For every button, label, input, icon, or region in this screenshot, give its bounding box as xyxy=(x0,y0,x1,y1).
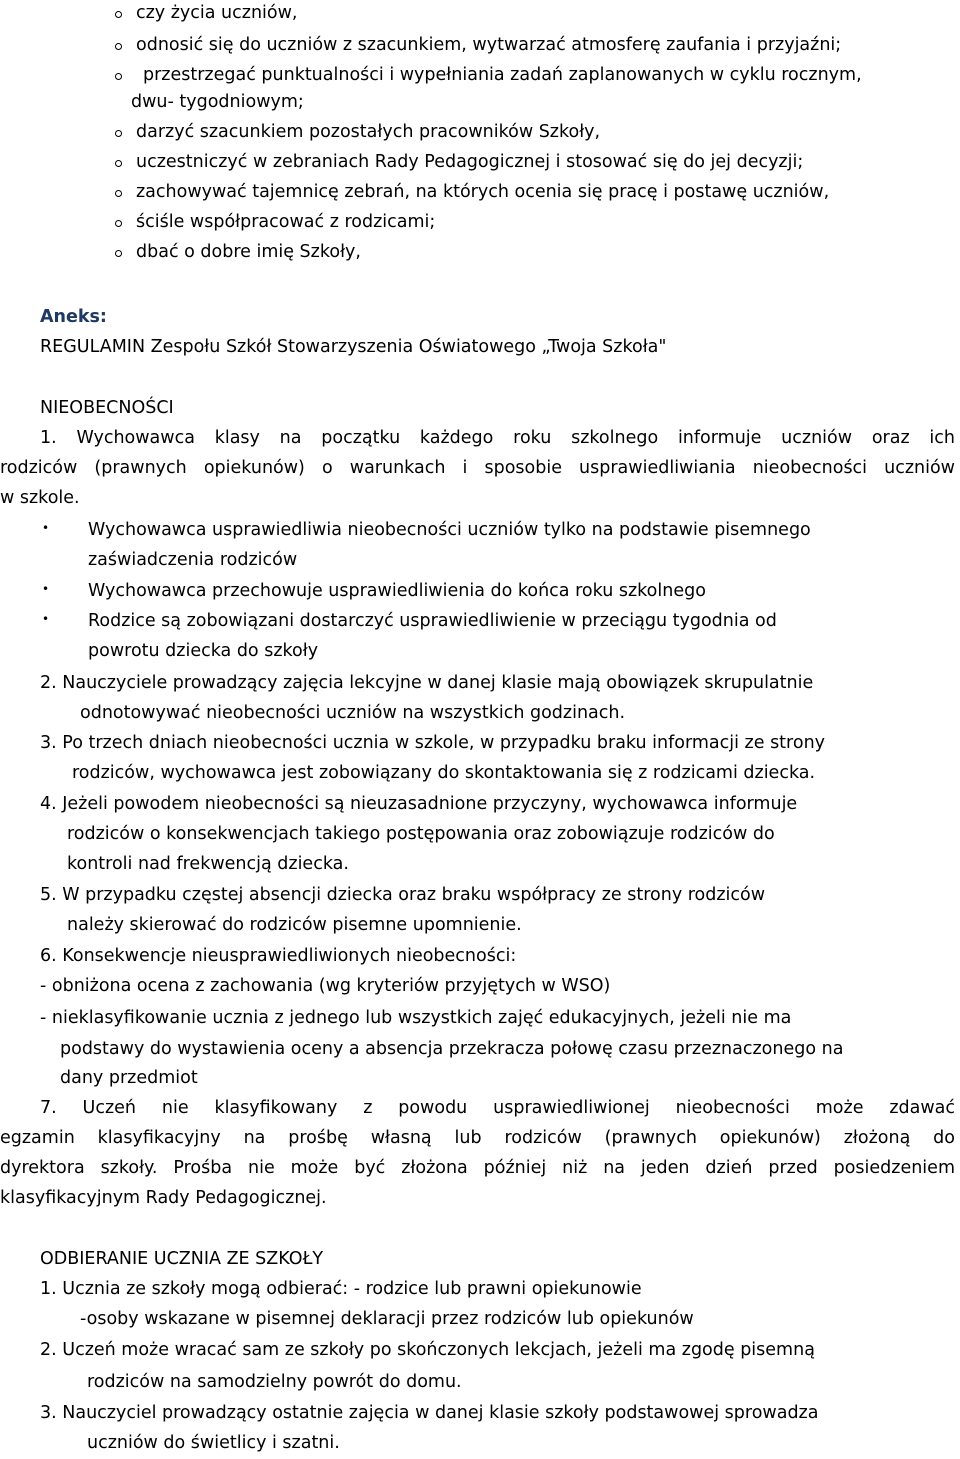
list-item: ściśle współpracować z rodzicami; xyxy=(136,212,436,232)
numbered-item-continuation: uczniów do świetlicy i szatni. xyxy=(87,1433,340,1453)
list-item: Wychowawca usprawiedliwia nieobecności uczniów tylko na podstawie pisemnego xyxy=(88,520,811,540)
numbered-item-continuation: rodziców o konsekwencjach takiego postępowania oraz zobowiązuje rodziców do xyxy=(67,824,775,844)
numbered-item-continuation: -osoby wskazane w pisemnej deklaracji przez rodziców lub opiekunów xyxy=(80,1309,694,1329)
list-item: uczestniczyć w zebraniach Rady Pedagogicznej i stosować się do jej decyzji; xyxy=(136,152,804,172)
numbered-item: 6. Konsekwencje nieusprawiedliwionych nieobecności: xyxy=(40,946,517,966)
numbered-item-continuation: kontroli nad frekwencją dziecka. xyxy=(67,854,349,874)
bullet-icon xyxy=(115,220,122,227)
bullet-icon: • xyxy=(42,582,50,596)
numbered-item-continuation: rodziców, wychowawca jest zobowiązany do skontaktowania się z rodzicami dziecka. xyxy=(72,763,816,783)
bullet-icon xyxy=(115,130,122,137)
bullet-icon xyxy=(115,43,122,50)
numbered-item: 5. W przypadku częstej absencji dziecka oraz braku współpracy ze strony rodziców xyxy=(40,885,766,905)
dash-item-continuation: podstawy do wystawienia oceny a absencja przekracza połowę czasu przeznaczonego na xyxy=(60,1039,844,1059)
paragraph-line: w szkole. xyxy=(0,488,80,508)
paragraph-line: dyrektora szkoły. Prośba nie może być złożona później niż na jeden dzień przed posiedzeniem xyxy=(0,1158,955,1178)
paragraph-line: 1. Wychowawca klasy na początku każdego roku szkolnego informuje uczniów oraz ich xyxy=(40,428,955,448)
numbered-item-continuation: odnotowywać nieobecności uczniów na wszystkich godzinach. xyxy=(80,703,626,723)
list-item: Wychowawca przechowuje usprawiedliwienia do końca roku szkolnego xyxy=(88,581,706,601)
list-item: odnosić się do uczniów z szacunkiem, wytwarzać atmosferę zaufania i przyjaźni; xyxy=(136,35,842,55)
section-heading-pickup: ODBIERANIE UCZNIA ZE SZKOŁY xyxy=(40,1249,324,1269)
paragraph-line: klasyfikacyjnym Rady Pedagogicznej. xyxy=(0,1188,327,1208)
list-item: czy życia uczniów, xyxy=(136,3,298,23)
numbered-item: 3. Po trzech dniach nieobecności ucznia w szkole, w przypadku braku informacji ze strony xyxy=(40,733,826,753)
bullet-icon xyxy=(115,190,122,197)
list-item-continuation: zaświadczenia rodziców xyxy=(88,550,298,570)
paragraph-line: 7. Uczeń nie klasyfikowany z powodu usprawiedliwionej nieobecności może zdawać xyxy=(40,1098,955,1118)
bullet-icon xyxy=(115,160,122,167)
list-item: darzyć szacunkiem pozostałych pracowników Szkoły, xyxy=(136,122,601,142)
aneks-label: Aneks: xyxy=(40,307,107,327)
list-item: Rodzice są zobowiązani dostarczyć usprawiedliwienie w przeciągu tygodnia od xyxy=(88,611,777,631)
bullet-icon: • xyxy=(42,521,50,535)
list-item: dbać o dobre imię Szkoły, xyxy=(136,242,361,262)
list-item: przestrzegać punktualności i wypełniania zadań zaplanowanych w cyklu rocznym, xyxy=(143,65,862,85)
numbered-item: 3. Nauczyciel prowadzący ostatnie zajęcia w danej klasie szkoły podstawowej sprowadza xyxy=(40,1403,819,1423)
paragraph-line: rodziców (prawnych opiekunów) o warunkach i sposobie usprawiedliwiania nieobecności uczniów xyxy=(0,458,955,478)
numbered-item-continuation: rodziców na samodzielny powrót do domu. xyxy=(87,1372,462,1392)
list-item-continuation: powrotu dziecka do szkoły xyxy=(88,641,319,661)
list-item-continuation: dwu- tygodniowym; xyxy=(131,92,304,112)
regulamin-title: REGULAMIN Zespołu Szkół Stowarzyszenia Oświatowego „Twoja Szkoła" xyxy=(40,337,667,357)
bullet-icon xyxy=(115,73,122,80)
dash-item-continuation: dany przedmiot xyxy=(60,1068,198,1088)
dash-item: - obniżona ocena z zachowania (wg kryteriów przyjętych w WSO) xyxy=(40,976,611,996)
list-item: zachowywać tajemnicę zebrań, na których ocenia się pracę i postawę uczniów, xyxy=(136,182,830,202)
numbered-item-continuation: należy skierować do rodziców pisemne upomnienie. xyxy=(67,915,522,935)
dash-item: - nieklasyfikowanie ucznia z jednego lub wszystkich zajęć edukacyjnych, jeżeli nie ma xyxy=(40,1008,792,1028)
paragraph-line: egzamin klasyfikacyjny na prośbę własną lub rodziców (prawnych opiekunów) złożoną do xyxy=(0,1128,955,1148)
section-heading-absences: NIEOBECNOŚCI xyxy=(40,398,174,418)
bullet-icon xyxy=(115,11,122,18)
numbered-item: 2. Nauczyciele prowadzący zajęcia lekcyjne w danej klasie mają obowiązek skrupulatnie xyxy=(40,673,814,693)
numbered-item: 1. Ucznia ze szkoły mogą odbierać: - rodzice lub prawni opiekunowie xyxy=(40,1279,642,1299)
numbered-item: 4. Jeżeli powodem nieobecności są nieuzasadnione przyczyny, wychowawca informuje xyxy=(40,794,798,814)
numbered-item: 2. Uczeń może wracać sam ze szkoły po skończonych lekcjach, jeżeli ma zgodę pisemną xyxy=(40,1340,815,1360)
bullet-icon: • xyxy=(42,612,50,626)
bullet-icon xyxy=(115,250,122,257)
